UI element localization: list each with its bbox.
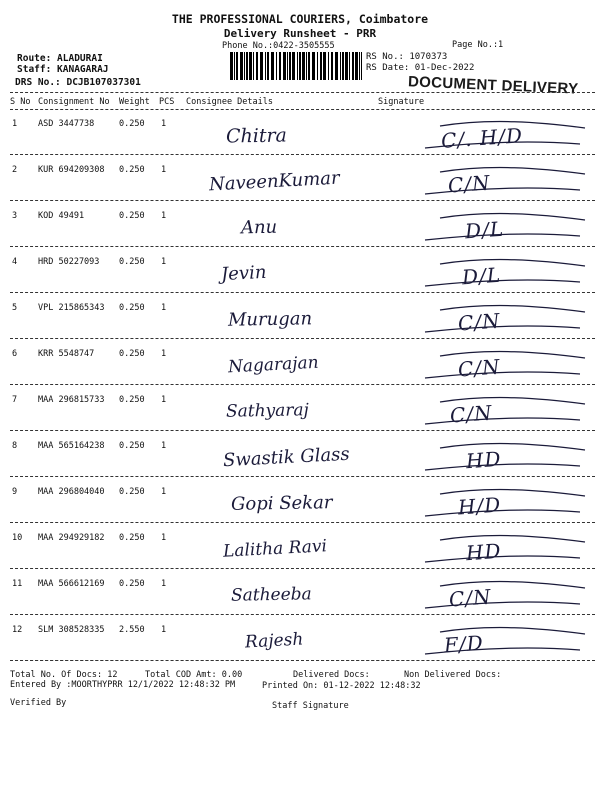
row-weight: 0.250: [119, 441, 145, 451]
row-sno: 1: [12, 119, 18, 129]
page-number: Page No.:1: [452, 40, 504, 50]
row-pcs: 1: [161, 349, 167, 359]
row-consignment: SLM 308528335: [38, 625, 105, 635]
row-consignment: MAA 296804040: [38, 487, 105, 497]
row-signature: F/D: [443, 630, 485, 658]
row-pcs: 1: [161, 257, 167, 267]
row-sno: 5: [12, 303, 18, 313]
row-consignment: VPL 215865343: [38, 303, 105, 313]
staff-signature: Staff Signature: [272, 701, 349, 711]
verified-by: Verified By: [10, 698, 67, 708]
row-pcs: 1: [161, 533, 167, 543]
row-weight: 0.250: [119, 579, 145, 589]
signature-strokes: [420, 252, 590, 296]
signature-strokes: [420, 528, 590, 572]
row-sno: 4: [12, 257, 18, 267]
row-consignment: KUR 694209308: [38, 165, 105, 175]
row-consignment: MAA 566612169: [38, 579, 105, 589]
col-sno: S No: [10, 97, 31, 107]
row-divider: [10, 246, 595, 247]
total-cod: Total COD Amt: 0.00: [145, 670, 243, 680]
row-sno: 2: [12, 165, 18, 175]
row-signature: C/N: [457, 308, 502, 336]
row-pcs: 1: [161, 211, 167, 221]
row-consignee: Swastik Glass: [222, 443, 351, 472]
row-signature: D/L: [464, 216, 505, 244]
printed-on: Printed On: 01-12-2022 12:48:32: [262, 681, 421, 691]
row-weight: 0.250: [119, 257, 145, 267]
col-signature: Signature: [378, 97, 425, 107]
row-consignee: Lalitha Ravi: [222, 536, 328, 562]
rs-number: RS No.: 1070373: [366, 52, 448, 62]
signature-strokes: [420, 436, 590, 480]
row-sno: 12: [12, 625, 23, 635]
rs-date: RS Date: 01-Dec-2022: [366, 63, 475, 73]
col-weight: Weight: [119, 97, 150, 107]
row-consignment: KOD 49491: [38, 211, 85, 221]
row-pcs: 1: [161, 303, 167, 313]
row-consignee: Chitra: [225, 124, 288, 148]
header-rule-top: [10, 92, 595, 93]
signature-strokes: [420, 620, 590, 664]
signature-strokes: [420, 574, 590, 618]
row-divider: [10, 614, 595, 615]
row-pcs: 1: [161, 625, 167, 635]
row-consignee: Nagarajan: [227, 352, 320, 378]
row-divider: [10, 522, 595, 523]
row-consignee: Satheeba: [230, 584, 312, 606]
row-consignee: NaveenKumar: [208, 167, 341, 196]
row-signature: HD: [465, 538, 503, 566]
row-consignee: Murugan: [227, 308, 313, 331]
row-sno: 8: [12, 441, 18, 451]
row-consignment: KRR 5548747: [38, 349, 95, 359]
staff-label: Staff: KANAGARAJ: [17, 64, 109, 75]
row-sno: 9: [12, 487, 18, 497]
row-consignee: Anu: [240, 216, 278, 239]
non-delivered-docs: Non Delivered Docs:: [404, 670, 502, 680]
row-sno: 7: [12, 395, 18, 405]
row-pcs: 1: [161, 119, 167, 129]
row-divider: [10, 476, 595, 477]
row-divider: [10, 154, 595, 155]
col-consignment: Consignment No: [38, 97, 110, 107]
signature-strokes: [420, 298, 590, 342]
row-signature: HD: [465, 446, 503, 474]
row-divider: [10, 430, 595, 431]
row-sno: 3: [12, 211, 18, 221]
row-pcs: 1: [161, 165, 167, 175]
row-consignment: MAA 565164238: [38, 441, 105, 451]
row-sno: 11: [12, 579, 23, 589]
row-consignee: Jevin: [220, 261, 267, 286]
row-divider: [10, 568, 595, 569]
row-signature: C/. H/D: [440, 123, 524, 153]
row-weight: 0.250: [119, 533, 145, 543]
row-weight: 0.250: [119, 487, 145, 497]
row-pcs: 1: [161, 441, 167, 451]
row-weight: 0.250: [119, 165, 145, 175]
delivered-docs: Delivered Docs:: [293, 670, 370, 680]
row-divider: [10, 384, 595, 385]
phone-number: Phone No.:0422-3505555: [222, 41, 335, 51]
row-divider: [10, 292, 595, 293]
row-signature: D/L: [461, 262, 502, 290]
row-signature: C/N: [447, 170, 492, 198]
row-signature: C/N: [457, 354, 502, 382]
signature-strokes: [420, 206, 590, 250]
row-divider: [10, 338, 595, 339]
document-delivery-stamp: DOCUMENT DELIVERY: [407, 73, 579, 98]
row-weight: 0.250: [119, 211, 145, 221]
barcode-image: [230, 52, 362, 80]
signature-strokes: [420, 114, 590, 158]
col-consignee: Consignee Details: [186, 97, 273, 107]
route-label: Route: ALADURAI: [17, 53, 103, 64]
entered-by: Entered By :MOORTHYPRR 12/1/2022 12:48:32 PM: [10, 680, 236, 690]
row-consignment: MAA 296815733: [38, 395, 105, 405]
header-rule-bottom: [10, 109, 595, 110]
signature-strokes: [420, 160, 590, 204]
row-pcs: 1: [161, 487, 167, 497]
row-sno: 10: [12, 533, 23, 543]
row-consignment: MAA 294929182: [38, 533, 105, 543]
row-consignment: ASD 3447738: [38, 119, 95, 129]
row-weight: 0.250: [119, 303, 145, 313]
row-consignee: Gopi Sekar: [230, 492, 333, 515]
row-weight: 0.250: [119, 395, 145, 405]
row-consignee: Sathyaraj: [225, 400, 310, 422]
signature-strokes: [420, 482, 590, 526]
row-signature: C/N: [449, 400, 494, 428]
row-pcs: 1: [161, 579, 167, 589]
row-consignee: Rajesh: [244, 629, 304, 653]
company-title: THE PROFESSIONAL COURIERS, Coimbatore: [171, 12, 429, 26]
total-docs: Total No. Of Docs: 12: [10, 670, 118, 680]
row-pcs: 1: [161, 395, 167, 405]
row-weight: 2.550: [119, 625, 145, 635]
drs-number: DRS No.: DCJB107037301: [15, 77, 141, 88]
row-weight: 0.250: [119, 349, 145, 359]
signature-strokes: [420, 344, 590, 388]
row-consignment: HRD 50227093: [38, 257, 100, 267]
col-pcs: PCS: [159, 97, 175, 107]
runsheet-subtitle: Delivery Runsheet - PRR: [223, 27, 377, 40]
row-weight: 0.250: [119, 119, 145, 129]
row-signature: C/N: [448, 584, 493, 612]
row-divider: [10, 200, 595, 201]
signature-strokes: [420, 390, 590, 434]
row-signature: H/D: [457, 492, 503, 520]
footer-rule: [10, 660, 595, 661]
row-sno: 6: [12, 349, 18, 359]
